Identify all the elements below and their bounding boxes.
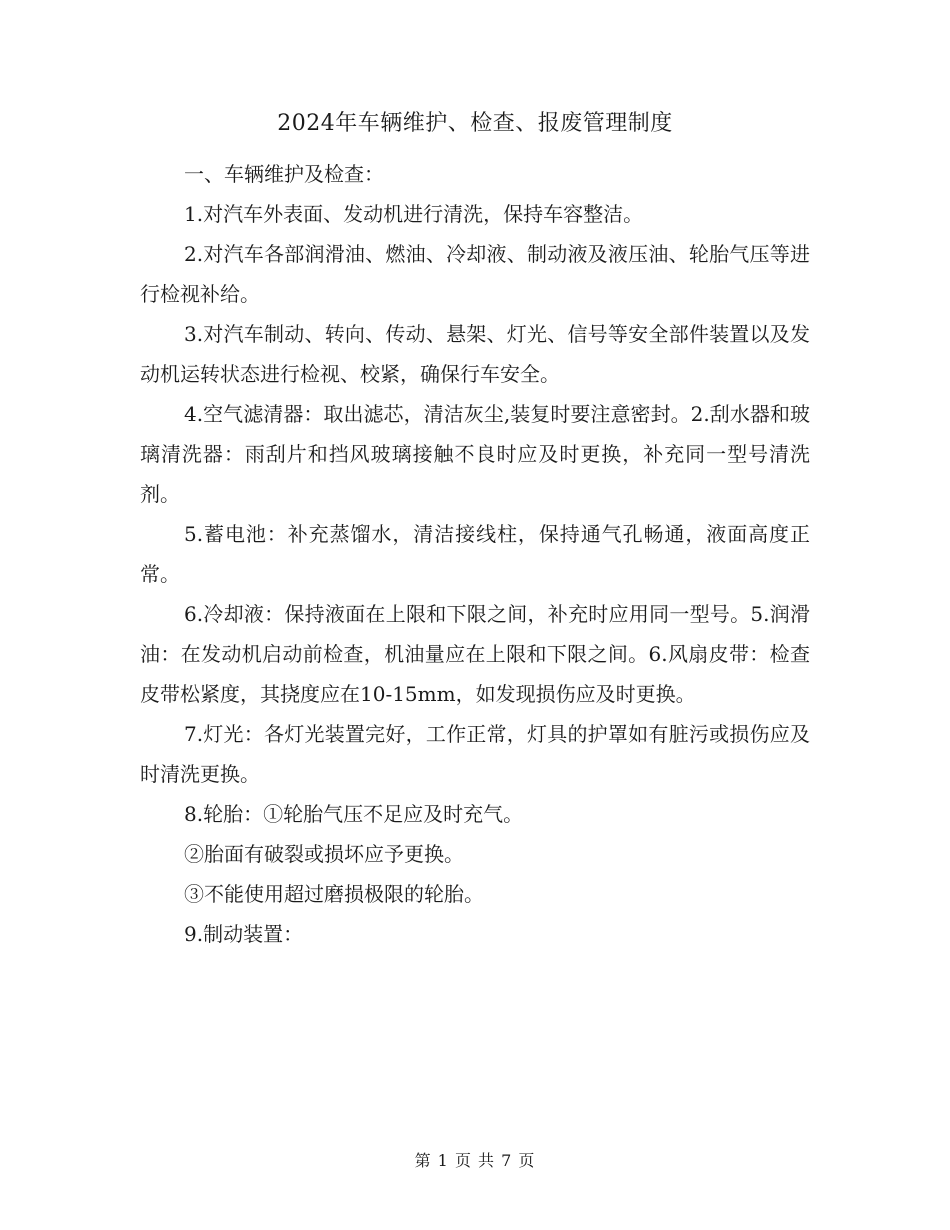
paragraph: 1.对汽车外表面、发动机进行清洗，保持车容整洁。 — [184, 202, 644, 226]
section-heading: 一、车辆维护及检查： — [184, 162, 384, 186]
paragraph: 2.对汽车各部润滑油、燃油、冷却液、制动液及液压油、轮胎气压等进行检视补给。 — [140, 242, 810, 306]
paragraph: 6.冷却液：保持液面在上限和下限之间，补充时应用同一型号。5.润滑油：在发动机启动前检查，机油量应在上限和下限之间。6.风扇皮带：检查皮带松紧度，其挠度应在10-15mm，如发现损伤应及时更换。 — [140, 602, 810, 706]
paragraph: 5.蓄电池：补充蒸馏水，清洁接线柱，保持通气孔畅通，液面高度正常。 — [140, 522, 810, 586]
page-number-footer: 第 1 页 共 7 页 — [414, 1151, 536, 1170]
paragraph: 7.灯光：各灯光装置完好，工作正常，灯具的护罩如有脏污或损伤应及时清洗更换。 — [140, 722, 810, 786]
paragraph: ②胎面有破裂或损坏应予更换。 — [184, 842, 464, 866]
paragraph: 9.制动装置： — [184, 922, 304, 946]
paragraph: 8.轮胎：①轮胎气压不足应及时充气。 — [184, 802, 524, 826]
paragraph: ③不能使用超过磨损极限的轮胎。 — [184, 882, 484, 906]
paragraph: 4.空气滤清器：取出滤芯，清洁灰尘,装复时要注意密封。2.刮水器和玻璃清洗器：雨刮片和挡风玻璃接触不良时应及时更换，补充同一型号清洗剂。 — [140, 402, 810, 506]
paragraph: 3.对汽车制动、转向、传动、悬架、灯光、信号等安全部件装置以及发动机运转状态进行检视、校紧，确保行车安全。 — [140, 322, 810, 386]
document-body — [140, 154, 810, 954]
document-title: 2024年车辆维护、检查、报废管理制度 — [277, 111, 673, 136]
